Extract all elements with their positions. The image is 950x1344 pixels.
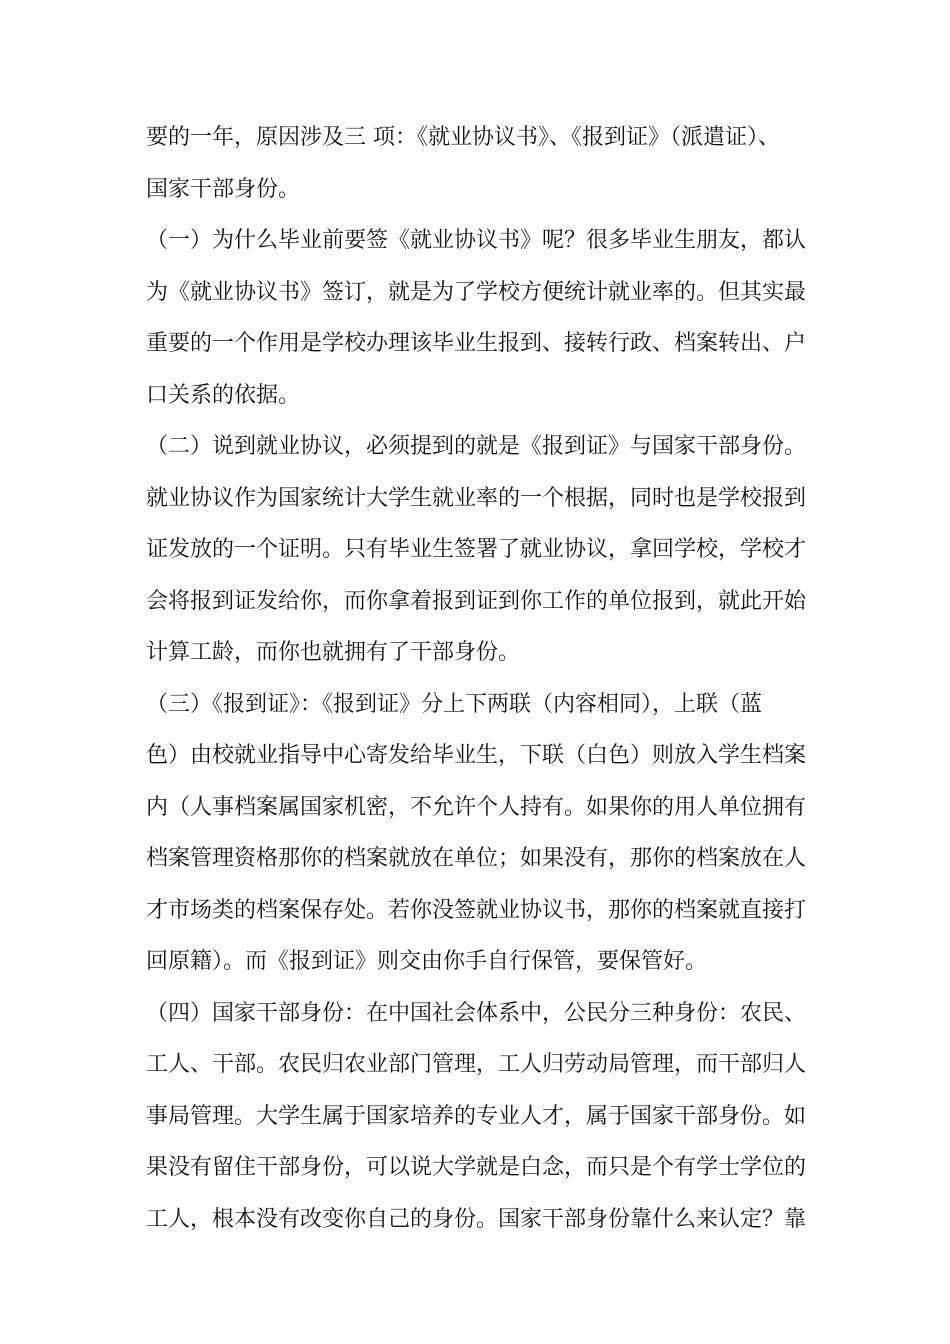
text-line: （三）《报到证》：《报到证》分上下两联（内容相同），上联（蓝 [146,691,763,717]
text-line: （四）国家干部身份：在中国社会体系中，公民分三种身份：农民、 [146,1000,807,1026]
text-line: 国家干部身份。 [146,176,301,202]
text-line: 要的一年，原因涉及三 项：《就业协议书》、《报到证》（派遣证）、 [146,125,780,150]
text-line: （二）说到就业协议，必须提到的就是《报到证》与国家干部身份。 [146,434,807,459]
text-line: 档案管理资格那你的档案就放在单位；如果没有，那你的档案放在人 [146,846,807,871]
text-line: 会将报到证发给你，而你拿着报到证到你工作的单位报到，就此开始 [146,588,807,614]
text-line: （一）为什么毕业前要签《就业协议书》呢？很多毕业生朋友，都认 [146,228,807,253]
text-line: 口关系的依据。 [146,382,301,408]
body-text [146,112,816,1245]
text-line: 就业协议作为国家统计大学生就业率的一个根据，同时也是学校报到 [146,485,807,511]
text-line: 工人，根本没有改变你自己的身份。国家干部身份靠什么来认定？靠 [146,1206,807,1232]
text-line: 证发放的一个证明。只有毕业生签署了就业协议，拿回学校，学校才 [146,537,807,562]
text-line: 才市场类的档案保存处。若你没签就业协议书，那你的档案就直接打 [146,897,807,923]
text-line: 色）由校就业指导中心寄发给毕业生，下联（白色）则放入学生档案 [146,743,807,768]
text-line: 回原籍）。而《报到证》则交由你手自行保管，要保管好。 [146,949,708,974]
text-line: 内（人事档案属国家机密，不允许个人持有。如果你的用人单位拥有 [146,794,807,820]
text-line: 重要的一个作用是学校办理该毕业生报到、接转行政、档案转出、户 [146,331,807,356]
text-line: 为《就业协议书》签订，就是为了学校方便统计就业率的。但其实最 [146,279,807,305]
text-line: 工人、干部。农民归农业部门管理，工人归劳动局管理，而干部归人 [146,1052,807,1077]
text-line: 事局管理。大学生属于国家培养的专业人才，属于国家干部身份。如 [146,1103,807,1129]
text-line: 果没有留住干部身份，可以说大学就是白念，而只是个有学士学位的 [146,1155,807,1180]
text-line: 计算工龄，而你也就拥有了干部身份。 [146,640,521,665]
